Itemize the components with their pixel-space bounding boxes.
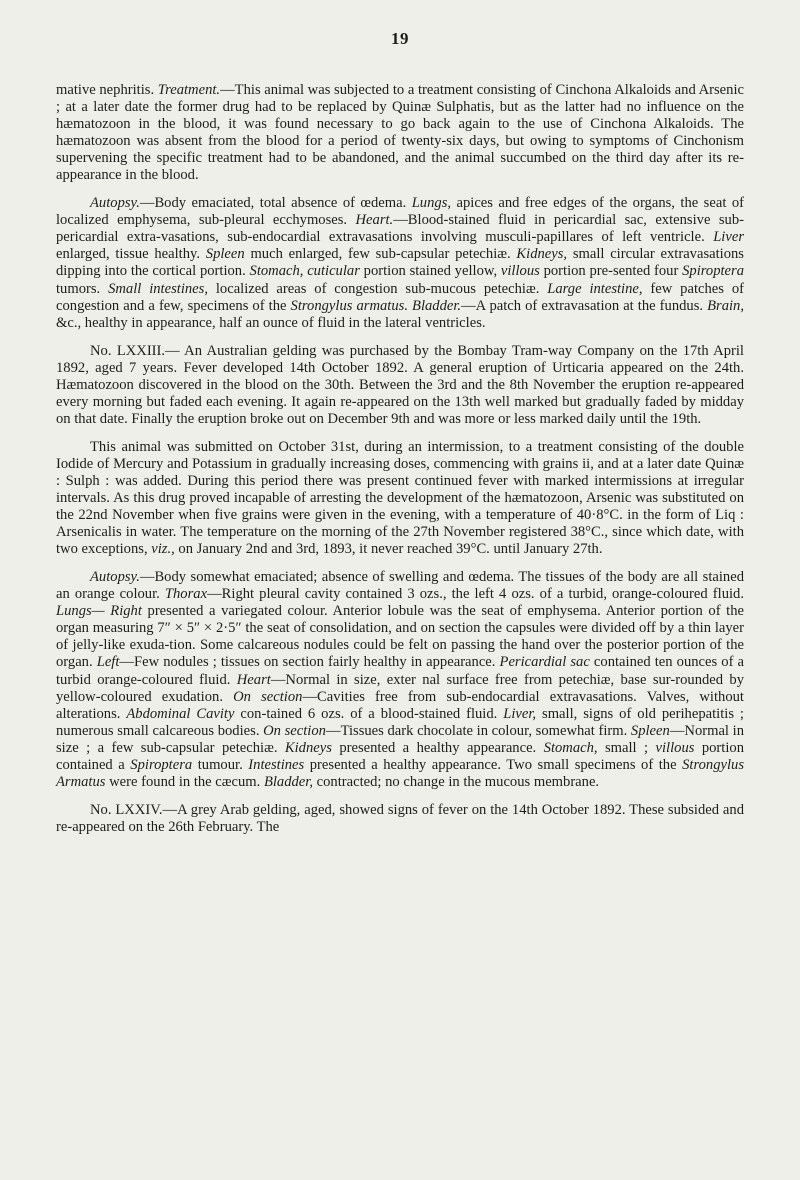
text-run: con-tained 6 ozs. of a blood-stained fluid. [234, 705, 504, 722]
italic-run: Abdominal Cavity [126, 705, 235, 722]
text-run: were found in the cæcum. [105, 773, 264, 790]
paragraph-autopsy-2 [56, 569, 744, 791]
italic-run: Strongylus armatus. [290, 297, 408, 314]
text-run: apices and free edges of the organs, the seat of localized emphysema, sub-pleural ecchymoses. [56, 195, 744, 229]
text-run: —Normal in size, exter nal surface free from petechiæ, base sur-rounded by yellow-coloured exudation. [56, 671, 745, 705]
text-run: —Few nodules ; tissues on section fairly healthy in appearance. [119, 654, 500, 671]
text-run: —Normal in size ; a few sub-capsular petechiæ. [56, 722, 744, 756]
italic-run: Kidneys [284, 739, 332, 756]
text-run: enlarged, tissue healthy. [56, 246, 206, 263]
text-run: portion contained a [56, 739, 744, 773]
italic-run: Lungs, [411, 195, 452, 212]
text-run: contained ten ounces of a turbid orange-coloured fluid. [56, 654, 744, 688]
text-run: —Body somewhat emaciated; absence of swelling and œdema. The tissues of the body are all stained an orange colour. [56, 569, 744, 603]
text-run: No. LXXIV.—A grey Arab gelding, aged, showed signs of fever on the 14th October 1892. These subsided and re-appeared on the 26th February. The [56, 801, 744, 835]
italic-run: Treatment. [157, 82, 221, 98]
italic-run: Left [96, 654, 120, 671]
text-run: small ; [597, 739, 656, 756]
italic-run: On section [263, 722, 326, 739]
page-number: 19 [391, 29, 409, 48]
text-run: —This animal was subjected to a treatment consisting of Cinchona Alkaloids and Arsenic ; at a later date the former drug had to be replaced by Quinæ Sulphatis, but as the latter had no influence on the hæmatozoon in the blood, it was found necessary to go back again to the use of Cinchona Alkaloids. The hæmatozoon was absent from the blood for a period of twenty-six days, but owing to symptoms of Cinchonism supervening the specific treatment had to be abandoned, and the animal succumbed on the third day after its re-appearance in the blood. [56, 82, 744, 184]
italic-run: Liver [713, 229, 744, 246]
text-run: much enlarged, few sub-capsular petechiæ. [244, 246, 517, 263]
text-run: small, signs of old perihepatitis ; numerous small calcareous bodies. [56, 705, 744, 739]
paragraph-treatment-lxxiii [56, 439, 744, 558]
text-run: —A patch of extravasation at the fundus. [461, 297, 708, 314]
text-run: presented a healthy appearance. Two small specimens of the [304, 756, 683, 773]
italic-run: Spiroptera [130, 756, 193, 773]
text-run: —Right pleural cavity contained 3 ozs., the left 4 ozs. of a turbid, orange-coloured fluid. [207, 586, 744, 603]
italic-run: Lungs— Right [56, 603, 142, 620]
text-run: portion pre-sented four [539, 263, 683, 280]
italic-run: Thorax [164, 586, 208, 603]
text-run: No. LXXIII.— An Australian gelding was purchased by the Bombay Tram-way Company on the 17th April 1892, aged 7 years. Fever developed 14th October 1892. A general eruption of Urticaria appeared on the 24th. Hæmatozoon discovered in the blood on the 30th. Between the 3rd and the 8th November the eruption re-appeared every morning but faded each evening. It again re-appeared on the 13th well marked but gradually faded by midday on that date. Finally the eruption broke out on December 9th and was more or less marked daily until the 19th. [56, 342, 744, 427]
italic-run: Small intestines, [108, 280, 208, 297]
text-run: presented a healthy appearance. [331, 739, 544, 756]
italic-run: Intestines [248, 756, 305, 773]
italic-run: Bladder, [263, 773, 313, 790]
text-run: &c., healthy in appearance, half an ounce of fluid in the lateral ventricles. [56, 314, 486, 331]
italic-run: Bladder. [412, 297, 462, 314]
italic-run: Spleen [205, 246, 245, 263]
italic-run: villous [500, 263, 540, 280]
text-run: contracted; no change in the mucous membrane. [312, 773, 600, 790]
italic-run: Strongylus Armatus [56, 756, 744, 790]
text-run: —Body emaciated, total absence of œdema. [139, 195, 412, 212]
italic-run: Large intestine, [547, 280, 643, 297]
text-run: —Cavities free from sub-endocardial extravasations. Valves, without alterations. [56, 688, 744, 722]
italic-run: Liver, [503, 705, 537, 722]
text-run: localized areas of congestion sub-mucous petechiæ. [207, 280, 548, 297]
italic-run: Heart. [355, 212, 394, 229]
italic-run: Spleen [630, 722, 670, 739]
paragraph-treatment [56, 82, 744, 184]
italic-run: villous [655, 739, 695, 756]
text-run: portion stained yellow, [359, 263, 501, 280]
text-run: tumors. [56, 280, 109, 297]
text-run: presented a variegated colour. Anterior lobule was the seat of emphysema. Anterior portion of the organ measuring 7″ × 5″ × 2·5″ the seat of consolidation, and on section the capsules were divided off by a thin layer of jelly-like exuda-tion. Some calcareous nodules could be felt on passing the hand over the posterior portion of the organ. [56, 603, 744, 671]
italic-run: Spiroptera [682, 263, 744, 280]
text-run: mative nephritis. [56, 82, 158, 98]
italic-run: Autopsy. [90, 569, 140, 586]
text-run: This animal was submitted on October 31st, during an intermission, to a treatment consisting of the double Iodide of Mercury and Potassium in gradually increasing doses, commencing with grains ii, and at a later date Quinæ : Sulph : was added. During this period there was present continued fever with marked intermissions at irregular intervals. As this drug proved incapable of arresting the development of the hæmatozoon, Arsenic was substituted on the 22nd November when five grains were given in the evening, with a temperature of 40·8°C. in the form of Liq : Arsenicalis in water. The temperature on the morning of the 27th November registered 38°C., since which date, with two exceptions, [56, 438, 744, 558]
text-run: few patches of congestion and a few, specimens of the [56, 280, 744, 314]
italic-run: Heart [236, 671, 271, 688]
italic-run: On section [233, 688, 303, 705]
paragraph-autopsy-1 [56, 195, 744, 331]
paragraph-case-lxxiv [56, 802, 744, 836]
italic-run: viz., [151, 541, 175, 558]
italic-run: Pericardial sac [499, 654, 590, 671]
text-run: —Tissues dark chocolate in colour, somewhat firm. [325, 722, 631, 739]
italic-run: Stomach, [543, 739, 598, 756]
italic-run: Kidneys, [516, 246, 568, 263]
italic-run: Brain, [707, 297, 744, 314]
text-run: on January 2nd and 3rd, 1893, it never reached 39°C. until January 27th. [174, 541, 603, 558]
text-run: small circular extravasations dipping into the cortical portion. [56, 246, 744, 280]
italic-run: Stomach, cuticular [249, 263, 360, 280]
paragraph-case-lxxiii [56, 343, 744, 428]
text-run: tumour. [192, 756, 249, 773]
text-run: —Blood-stained fluid in pericardial sac, extensive sub-pericardial extra-vasations, sub-endocardial extravasations involving musculi-papillares of left ventricle. [56, 212, 744, 246]
italic-run: Autopsy. [90, 195, 140, 212]
